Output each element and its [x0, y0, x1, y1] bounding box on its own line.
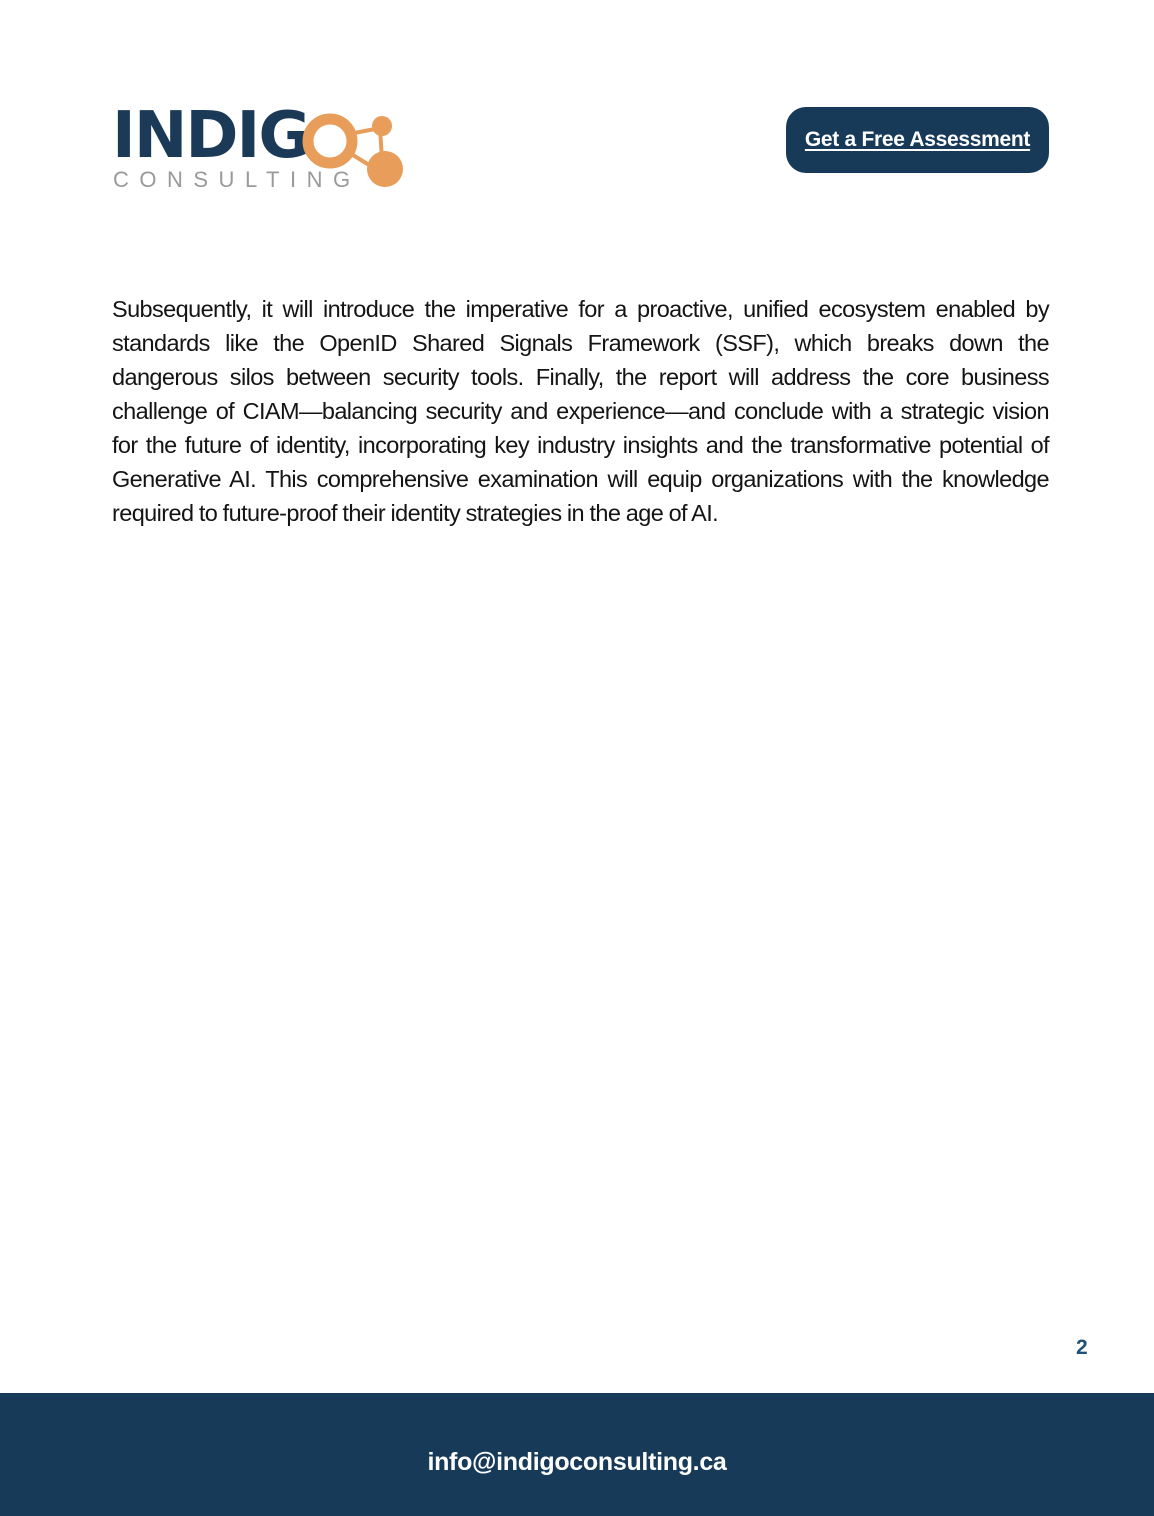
footer-bar [0, 1393, 1154, 1516]
molecule-o-icon [302, 110, 408, 194]
logo-subtitle: CONSULTING [113, 167, 361, 192]
logo-wordmark: INDIG [112, 99, 309, 173]
footer-email-link[interactable]: info@indigoconsulting.ca [427, 1448, 727, 1476]
free-assessment-button[interactable]: Get a Free Assessment [786, 107, 1049, 173]
body-paragraph: Subsequently, it will introduce the imperative for a proactive, unified ecosystem enabled by standards like the OpenID Shared Signals Framework (SSF), which breaks down the dangerous silos between security tools. Finally, the report will address the core business challenge of CIAM—balancing security and experience—and conclude with a strategic vision for the future of identity, incorporating key industry insights and the transformative potential of Generative AI. This comprehensive examination will equip organizations with the knowledge required to future-proof their identity strategies in the age of AI. [112, 296, 1049, 526]
page-number: 2 [1076, 1336, 1088, 1359]
